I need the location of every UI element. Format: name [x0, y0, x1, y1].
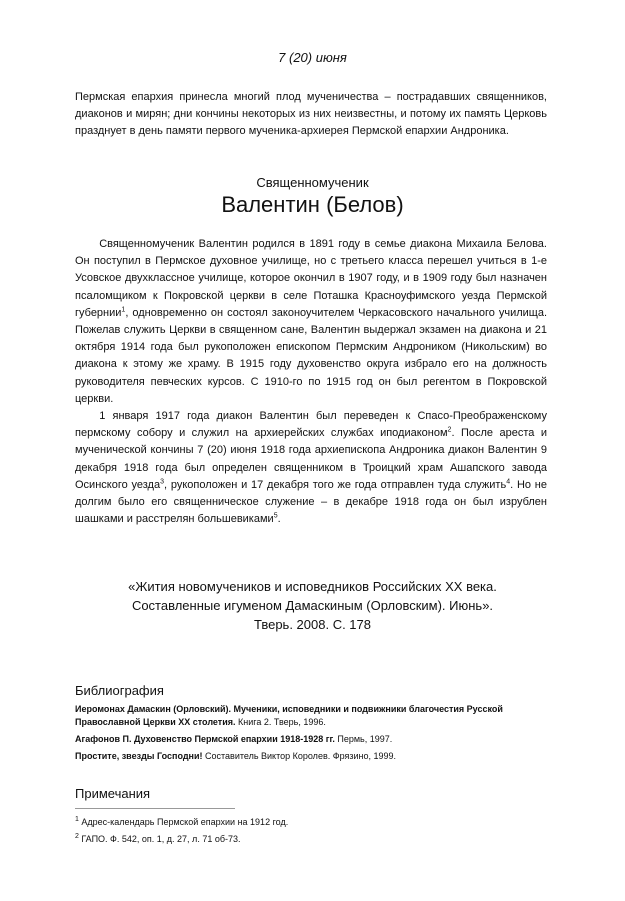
footnote-number: 2 — [75, 833, 79, 840]
footnote-number: 1 — [75, 816, 79, 823]
footnote-ref[interactable]: 2 — [447, 426, 452, 434]
bio-text: , рукоположен и 17 декабря того же года отправлен туда служить — [164, 478, 507, 491]
bibliography-heading: Библиография — [75, 683, 164, 698]
footnote-text: Адрес-календарь Пермской епархии на 1912 год. — [78, 817, 289, 827]
footnote-text: ГАПО. Ф. 542, оп. 1, д. 27, л. 71 об-73. — [78, 834, 241, 844]
biography — [75, 236, 547, 528]
bibliography-title: Простите, звезды Господни! — [75, 751, 203, 761]
bibliography-item — [75, 750, 550, 763]
bibliography-item — [75, 703, 550, 729]
footnotes-list — [75, 815, 545, 849]
saint-name: Валентин (Белов) — [221, 192, 404, 217]
footnote-item — [75, 815, 545, 830]
bibliography-details: Пермь, 1997. — [334, 734, 393, 744]
citation-line: «Жития новомучеников и исповедников Российских XX века. — [128, 579, 497, 594]
footnote-ref[interactable]: 5 — [273, 512, 278, 520]
notes-heading: Примечания — [75, 786, 151, 801]
footnote-ref[interactable]: 4 — [506, 478, 511, 486]
biography-paragraph — [75, 408, 547, 528]
citation-line: Тверь. 2008. С. 178 — [253, 616, 372, 632]
footnote-divider — [75, 808, 235, 809]
bio-text: . После ареста и мученической кончины 7 (20) июня 1918 года архиепископа Андроника диакон Валентин 9 декабря 1918 года был определен священником в Троицкий храм Ашапского завода Осинского уезда — [75, 427, 547, 491]
bibliography-title: Иеромонах Дамаскин (Орловский). Мученики, исповедники и подвижники благочестия Русской Православной Церкви XX столетия. — [75, 704, 503, 727]
footnote-ref[interactable]: 3 — [160, 478, 164, 486]
citation-line: Составленные игуменом Дамаскиным (Орловским). Июнь». — [131, 597, 494, 613]
bibliography-details: Составитель Виктор Королев. Фрязино, 1999. — [202, 751, 396, 761]
bibliography-list — [75, 703, 550, 767]
bio-text: . — [277, 513, 281, 526]
bio-text: Священномученик Валентин родился в 1891 году в семье диакона Михаила Белова. Он поступил в Пермское духовное училище, но с третьего класса перешел учиться в 1-е Усовское двухклассное училище, которое окончил в 1907 году, и в 1909 году был назначен псаломщиком к Покровской церкви в селе Поташка Красноуфимского уезда Пермской губернии — [75, 238, 547, 319]
intro-paragraph: Пермская епархия принесла многий плод мученичества – пострадавших священников, диаконов и мирян; дни кончины некоторых из них неизвестны, и потому их память Церковь празднует в день памяти первого мученика-архиерея Пермской епархии Андроника. — [75, 91, 547, 138]
bibliography-item — [75, 733, 550, 746]
saint-rank: Священномученик — [256, 175, 369, 190]
bio-text: , одновременно он состоял законоучителем Черкасовского начального училища. Пожелав служить Церкви в священном сане, Валентин выдержал экзамен на диакона и 21 октября 1914 года был рукоположен епископом Пермским Андроником (Никольским) во диакона к этому же храму. В 1915 году духовенство округа избрало его на должность руководителя певческих курсов. С 1910-го по 1915 год он был регентом в Покровской церкви. — [75, 306, 547, 405]
biography-paragraph — [75, 236, 547, 408]
bio-text: 1 января 1917 года диакон Валентин был переведен к Спасо-Преображенскому пермскому собору и служил на архиерейских службах иподиаконом — [75, 410, 547, 440]
bio-text: . Но не долгим было его священническое служение – в декабре 1918 года он был изрублен шашками и расстрелян большевиками — [75, 478, 547, 526]
source-citation — [0, 578, 625, 634]
feast-date: 7 (20) июня — [278, 50, 347, 65]
footnote-ref[interactable]: 1 — [121, 306, 126, 314]
bibliography-details: Книга 2. Тверь, 1996. — [235, 717, 326, 727]
footnote-item — [75, 832, 545, 847]
bibliography-title: Агафонов П. Духовенство Пермской епархии 1918-1928 гг. — [75, 734, 335, 744]
